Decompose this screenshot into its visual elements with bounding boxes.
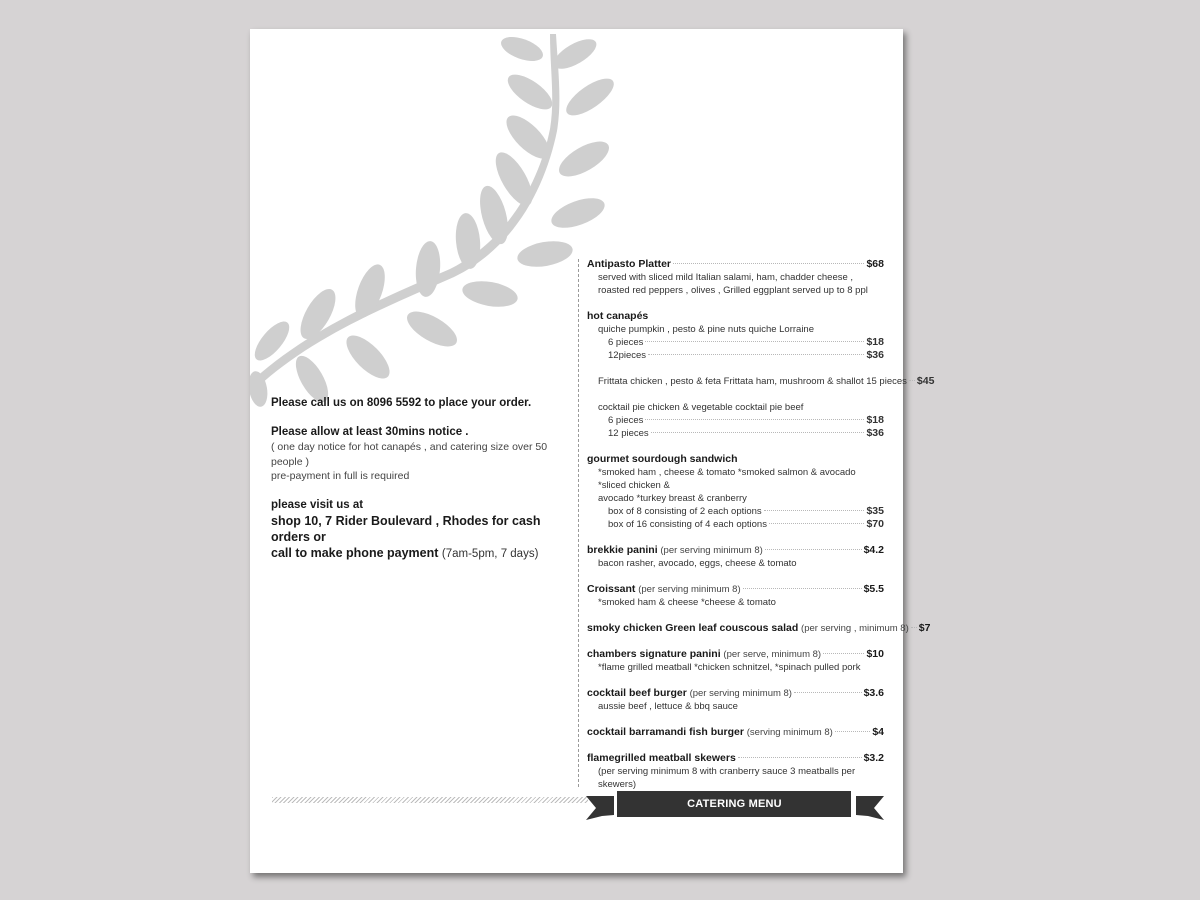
option-row	[587, 427, 884, 440]
menu-page	[250, 29, 935, 873]
item-price: $4	[872, 726, 884, 738]
item-description: *flame grilled meatball *chicken schnitzel, *spinach pulled pork	[598, 662, 861, 673]
option-price: $35	[866, 505, 884, 517]
menu-item-brekkie-panini	[587, 544, 884, 557]
option-price: $36	[866, 349, 884, 361]
item-price: $4.2	[863, 544, 884, 556]
item-description: cocktail pie chicken & vegetable cocktail pie beef	[598, 402, 804, 413]
item-price: $10	[866, 648, 884, 660]
menu-item-antipasto	[587, 258, 884, 271]
item-name: flamegrilled meatball skewers	[587, 752, 736, 764]
banner-title: CATERING MENU	[687, 798, 782, 810]
option-label: 12 pieces	[608, 428, 649, 439]
option-label: box of 8 consisting of 2 each options	[608, 506, 762, 517]
item-name: brekkie panini	[587, 544, 658, 556]
prepayment-note: pre-payment in full is required	[271, 470, 410, 482]
item-description: (per serving minimum 8 with cranberry sauce 3 meatballs per skewers)	[598, 766, 856, 790]
option-row	[587, 336, 884, 349]
item-price: $3.6	[863, 687, 884, 699]
item-note: (per serving minimum 8)	[638, 584, 741, 595]
option-label: 12pieces	[608, 350, 647, 361]
menu-item-chambers-panini	[587, 648, 884, 661]
column-divider	[578, 259, 579, 787]
item-description: *smoked ham , cheese & tomato *smoked salmon & avocado *sliced chicken &	[598, 467, 856, 491]
item-price: $68	[866, 258, 884, 270]
option-price: $18	[866, 414, 884, 426]
item-name: Croissant	[587, 583, 636, 595]
item-note: (per serve, minimum 8)	[723, 649, 822, 660]
item-description: roasted red peppers , olives , Grilled eggplant served up to 8 ppl	[598, 285, 868, 296]
item-description: avocado *turkey breast & cranberry	[598, 493, 747, 504]
menu-item-couscous-salad	[587, 622, 931, 635]
item-note: (serving minimum 8)	[746, 727, 833, 738]
item-name: Antipasto Platter	[587, 258, 672, 270]
item-note: (per serving minimum 8)	[660, 545, 763, 556]
visit-title: please visit us at	[271, 498, 364, 511]
option-price: $18	[866, 336, 884, 348]
item-description: aussie beef , lettuce & bbq sauce	[598, 701, 738, 712]
order-info	[271, 396, 571, 562]
notice-detail: ( one day notice for hot canapés , and catering size over 50 people )	[271, 441, 548, 468]
item-price: $5.5	[863, 583, 884, 595]
item-name: chambers signature panini	[587, 648, 721, 660]
item-name: cocktail beef burger	[587, 687, 687, 699]
item-note: (per serving , minimum 8)	[801, 623, 909, 634]
option-label: 6 pieces	[608, 415, 644, 426]
item-description: quiche pumpkin , pesto & pine nuts quiche Lorraine	[598, 324, 814, 335]
option-label: box of 16 consisting of 4 each options	[608, 519, 767, 530]
item-description: served with sliced mild Italian salami, ham, chadder cheese ,	[598, 272, 854, 283]
option-price: $70	[866, 518, 884, 530]
option-price: $45	[916, 375, 935, 387]
item-description: *smoked ham & cheese *cheese & tomato	[598, 597, 776, 608]
address-line-1: shop 10, 7 Rider Boulevard , Rhodes for cash orders or	[271, 513, 541, 544]
option-label: 6 pieces	[608, 337, 644, 348]
option-row	[587, 349, 884, 362]
menu-item-meatball-skewers	[587, 752, 884, 765]
menu-list	[587, 258, 935, 791]
menu-item-fish-burger	[587, 726, 884, 739]
menu-item-beef-burger	[587, 687, 884, 700]
menu-item-sandwich	[587, 453, 884, 466]
option-row	[587, 414, 884, 427]
item-name: gourmet sourdough sandwich	[587, 453, 738, 465]
item-name: hot canapés	[587, 310, 649, 322]
option-row	[587, 505, 884, 518]
address-line-2	[271, 545, 571, 562]
hatched-rule	[272, 797, 588, 803]
opening-hours: (7am-5pm, 7 days)	[441, 547, 539, 560]
menu-item-canapes	[587, 310, 884, 323]
item-price: $7	[918, 622, 931, 634]
phone-payment-text: call to make phone payment	[271, 545, 439, 560]
option-label: Frittata chicken , pesto & feta Frittata ham, mushroom & shallot 15 pieces	[598, 376, 907, 387]
item-name: smoky chicken Green leaf couscous salad	[587, 622, 799, 634]
option-price: $36	[866, 427, 884, 439]
option-row	[587, 518, 884, 531]
item-price: $3.2	[863, 752, 884, 764]
item-name: cocktail barramandi fish burger	[587, 726, 744, 738]
item-note: (per serving minimum 8)	[689, 688, 792, 699]
menu-item-croissant	[587, 583, 884, 596]
notice-title: Please allow at least 30mins notice .	[271, 426, 469, 438]
call-line: Please call us on 8096 5592 to place your order.	[271, 397, 532, 409]
item-description: bacon rasher, avocado, eggs, cheese & tomato	[598, 558, 797, 569]
option-row	[587, 375, 935, 388]
